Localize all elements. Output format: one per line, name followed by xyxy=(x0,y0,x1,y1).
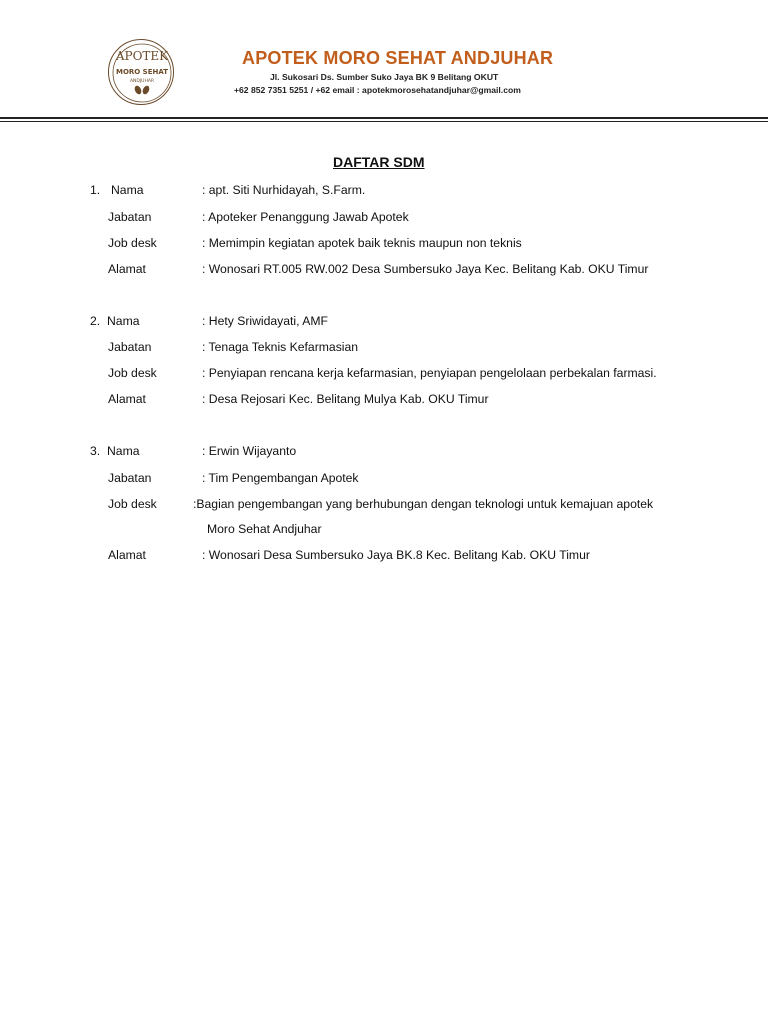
alamat-value: : Wonosari Desa Sumbersuko Jaya BK.8 Kec. Belitang Kab. OKU Timur xyxy=(202,548,590,562)
pharmacy-address: Jl. Sukosari Ds. Sumber Suko Jaya BK 9 Belitang OKUT xyxy=(270,72,499,82)
jobdesk-label: Job desk xyxy=(108,236,157,250)
alamat-label: Alamat xyxy=(108,262,146,276)
entry-number: 3. xyxy=(90,444,101,458)
jobdesk-value: : Memimpin kegiatan apotek baik teknis maupun non teknis xyxy=(202,236,522,250)
entry-number: 1. xyxy=(90,183,101,197)
header-divider-thick xyxy=(0,117,768,119)
header-divider-thin xyxy=(0,121,768,122)
logo-top-text: APOTEK xyxy=(115,49,169,63)
leaf-icon xyxy=(133,85,150,96)
name-label: Nama xyxy=(111,183,144,197)
jabatan-value: : Tim Pengembangan Apotek xyxy=(202,471,359,485)
logo-line3: ANDJUHAR xyxy=(129,79,155,84)
jobdesk-label: Job desk xyxy=(108,366,157,380)
alamat-value: : Wonosari RT.005 RW.002 Desa Sumbersuko Jaya Kec. Belitang Kab. OKU Timur xyxy=(202,262,649,276)
name-value: : apt. Siti Nurhidayah, S.Farm. xyxy=(202,183,366,197)
document-title: DAFTAR SDM xyxy=(333,154,425,170)
name-value: : Hety Sriwidayati, AMF xyxy=(202,314,328,328)
alamat-label: Alamat xyxy=(108,392,146,406)
logo-line2: MORO SEHAT xyxy=(115,68,169,76)
name-value: : Erwin Wijayanto xyxy=(202,444,297,458)
pharmacy-contact: +62 852 7351 5251 / +62 email : apotekmorosehatandjuhar@gmail.com xyxy=(234,85,521,95)
jabatan-label: Jabatan xyxy=(108,210,152,224)
alamat-label: Alamat xyxy=(108,548,146,562)
entry-number: 2. xyxy=(90,314,101,328)
name-label: Nama xyxy=(107,444,140,458)
apotek-logo xyxy=(108,39,174,105)
jabatan-label: Jabatan xyxy=(108,471,152,485)
jabatan-value: : Tenaga Teknis Kefarmasian xyxy=(202,340,359,354)
name-label: Nama xyxy=(107,314,140,328)
jabatan-value: : Apoteker Penanggung Jawab Apotek xyxy=(202,210,409,224)
jobdesk-value-continued: Moro Sehat Andjuhar xyxy=(207,522,322,536)
pharmacy-name: APOTEK MORO SEHAT ANDJUHAR xyxy=(242,48,554,68)
jabatan-label: Jabatan xyxy=(108,340,152,354)
logo-graphic xyxy=(109,40,175,106)
alamat-value: : Desa Rejosari Kec. Belitang Mulya Kab. OKU Timur xyxy=(202,392,489,406)
jobdesk-value: :Bagian pengembangan yang berhubungan dengan teknologi untuk kemajuan apotek xyxy=(193,497,654,511)
jobdesk-value: : Penyiapan rencana kerja kefarmasian, penyiapan pengelolaan perbekalan farmasi. xyxy=(202,366,657,380)
jobdesk-label: Job desk xyxy=(108,497,157,511)
